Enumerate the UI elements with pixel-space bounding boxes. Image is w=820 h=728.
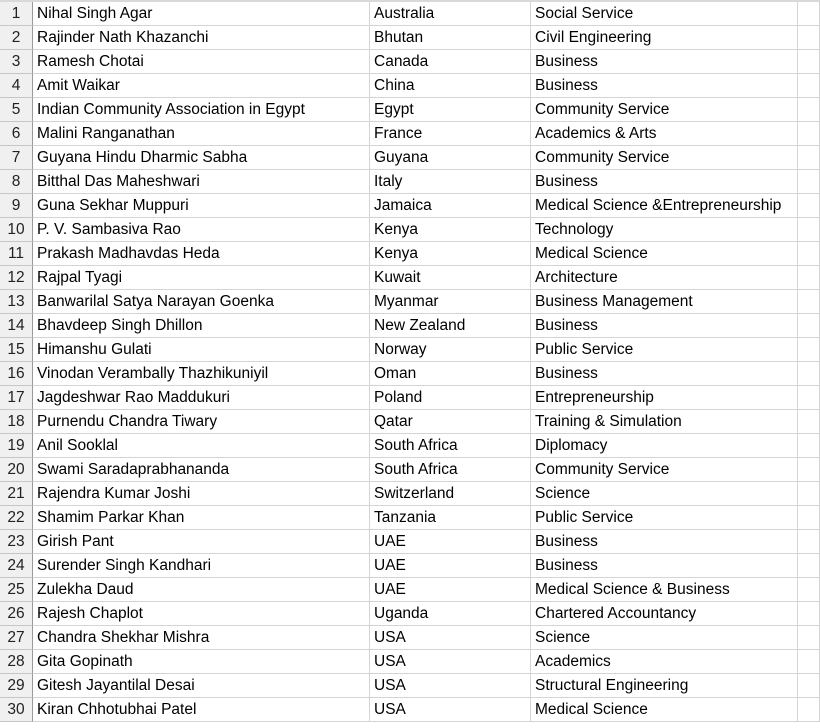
cell-name[interactable]: Ramesh Chotai xyxy=(33,50,370,74)
table-row xyxy=(0,530,820,554)
row-header[interactable]: 20 xyxy=(0,458,33,482)
cell-name[interactable]: Gita Gopinath xyxy=(33,650,370,674)
table-row xyxy=(0,50,820,74)
cell-name[interactable]: Surender Singh Kandhari xyxy=(33,554,370,578)
cell-country[interactable]: Canada xyxy=(370,50,531,74)
cell-country[interactable]: Poland xyxy=(370,386,531,410)
table-row xyxy=(0,2,820,26)
table-row xyxy=(0,338,820,362)
cell-name[interactable]: Jagdeshwar Rao Maddukuri xyxy=(33,386,370,410)
cell-empty[interactable] xyxy=(798,674,820,698)
cell-country[interactable]: Myanmar xyxy=(370,290,531,314)
cell-name[interactable]: Zulekha Daud xyxy=(33,578,370,602)
cell-empty[interactable] xyxy=(798,146,820,170)
table-row xyxy=(0,74,820,98)
row-header[interactable]: 18 xyxy=(0,410,33,434)
table-row xyxy=(0,434,820,458)
cell-name[interactable]: P. V. Sambasiva Rao xyxy=(33,218,370,242)
table-row xyxy=(0,602,820,626)
row-header[interactable]: 11 xyxy=(0,242,33,266)
cell-name[interactable]: Vinodan Verambally Thazhikuniyil xyxy=(33,362,370,386)
cell-country[interactable]: USA xyxy=(370,674,531,698)
cell-country[interactable]: Kuwait xyxy=(370,266,531,290)
cell-field[interactable]: Science xyxy=(531,626,798,650)
row-header[interactable]: 19 xyxy=(0,434,33,458)
row-header[interactable]: 27 xyxy=(0,626,33,650)
cell-empty[interactable] xyxy=(798,170,820,194)
cell-empty[interactable] xyxy=(798,578,820,602)
row-header[interactable]: 25 xyxy=(0,578,33,602)
cell-empty[interactable] xyxy=(798,482,820,506)
cell-field[interactable]: Business xyxy=(531,362,798,386)
table-row xyxy=(0,626,820,650)
row-header[interactable]: 4 xyxy=(0,74,33,98)
cell-field[interactable]: Public Service xyxy=(531,506,798,530)
cell-field[interactable]: Medical Science &Entrepreneurship xyxy=(531,194,798,218)
cell-name[interactable]: Anil Sooklal xyxy=(33,434,370,458)
cell-name[interactable]: Gitesh Jayantilal Desai xyxy=(33,674,370,698)
cell-name[interactable]: Kiran Chhotubhai Patel xyxy=(33,698,370,722)
cell-name[interactable]: Banwarilal Satya Narayan Goenka xyxy=(33,290,370,314)
cell-empty[interactable] xyxy=(798,410,820,434)
cell-field[interactable]: Technology xyxy=(531,218,798,242)
row-header[interactable]: 7 xyxy=(0,146,33,170)
cell-empty[interactable] xyxy=(798,626,820,650)
row-header[interactable]: 5 xyxy=(0,98,33,122)
cell-field[interactable]: Medical Science & Business xyxy=(531,578,798,602)
cell-country[interactable]: USA xyxy=(370,698,531,722)
table-row xyxy=(0,146,820,170)
cell-country[interactable]: France xyxy=(370,122,531,146)
cell-country[interactable]: Switzerland xyxy=(370,482,531,506)
cell-country[interactable]: Italy xyxy=(370,170,531,194)
table-row xyxy=(0,554,820,578)
row-header[interactable]: 21 xyxy=(0,482,33,506)
cell-name[interactable]: Guna Sekhar Muppuri xyxy=(33,194,370,218)
cell-empty[interactable] xyxy=(798,218,820,242)
cell-country[interactable]: Guyana xyxy=(370,146,531,170)
cell-field[interactable]: Medical Science xyxy=(531,242,798,266)
cell-field[interactable]: Civil Engineering xyxy=(531,26,798,50)
cell-empty[interactable] xyxy=(798,314,820,338)
cell-name[interactable]: Rajpal Tyagi xyxy=(33,266,370,290)
cell-field[interactable]: Science xyxy=(531,482,798,506)
cell-empty[interactable] xyxy=(798,122,820,146)
cell-field[interactable]: Business xyxy=(531,50,798,74)
cell-empty[interactable] xyxy=(798,362,820,386)
table-row xyxy=(0,218,820,242)
row-header[interactable]: 2 xyxy=(0,26,33,50)
cell-field[interactable]: Diplomacy xyxy=(531,434,798,458)
row-header[interactable]: 12 xyxy=(0,266,33,290)
table-row xyxy=(0,266,820,290)
table-row xyxy=(0,290,820,314)
table-row xyxy=(0,26,820,50)
cell-field[interactable]: Chartered Accountancy xyxy=(531,602,798,626)
table-row xyxy=(0,506,820,530)
table-row xyxy=(0,242,820,266)
row-header[interactable]: 24 xyxy=(0,554,33,578)
table-row xyxy=(0,410,820,434)
cell-empty[interactable] xyxy=(798,650,820,674)
row-header[interactable]: 8 xyxy=(0,170,33,194)
table-row xyxy=(0,98,820,122)
cell-name[interactable]: Prakash Madhavdas Heda xyxy=(33,242,370,266)
cell-empty[interactable] xyxy=(798,602,820,626)
cell-name[interactable]: Himanshu Gulati xyxy=(33,338,370,362)
table-row xyxy=(0,674,820,698)
cell-field[interactable]: Medical Science xyxy=(531,698,798,722)
cell-field[interactable]: Training & Simulation xyxy=(531,410,798,434)
cell-country[interactable]: Norway xyxy=(370,338,531,362)
cell-country[interactable]: Kenya xyxy=(370,218,531,242)
row-header[interactable]: 28 xyxy=(0,650,33,674)
cell-field[interactable]: Structural Engineering xyxy=(531,674,798,698)
cell-empty[interactable] xyxy=(798,506,820,530)
row-header[interactable]: 13 xyxy=(0,290,33,314)
row-header[interactable]: 3 xyxy=(0,50,33,74)
cell-field[interactable]: Public Service xyxy=(531,338,798,362)
row-header[interactable]: 26 xyxy=(0,602,33,626)
cell-name[interactable]: Rajinder Nath Khazanchi xyxy=(33,26,370,50)
cell-name[interactable]: Swami Saradaprabhananda xyxy=(33,458,370,482)
cell-name[interactable]: Girish Pant xyxy=(33,530,370,554)
cell-field[interactable]: Community Service xyxy=(531,98,798,122)
cell-empty[interactable] xyxy=(798,266,820,290)
cell-name[interactable]: Shamim Parkar Khan xyxy=(33,506,370,530)
cell-name[interactable]: Chandra Shekhar Mishra xyxy=(33,626,370,650)
cell-empty[interactable] xyxy=(798,386,820,410)
cell-field[interactable]: Business xyxy=(531,314,798,338)
row-header[interactable]: 10 xyxy=(0,218,33,242)
cell-empty[interactable] xyxy=(798,458,820,482)
table-row xyxy=(0,458,820,482)
cell-field[interactable]: Community Service xyxy=(531,146,798,170)
table-row xyxy=(0,362,820,386)
cell-name[interactable]: Bitthal Das Maheshwari xyxy=(33,170,370,194)
cell-empty[interactable] xyxy=(798,530,820,554)
cell-empty[interactable] xyxy=(798,698,820,722)
table-row xyxy=(0,194,820,218)
cell-field[interactable]: Business xyxy=(531,554,798,578)
row-header[interactable]: 9 xyxy=(0,194,33,218)
cell-country[interactable]: UAE xyxy=(370,578,531,602)
row-header[interactable]: 22 xyxy=(0,506,33,530)
cell-field[interactable]: Social Service xyxy=(531,2,798,26)
cell-name[interactable]: Rajesh Chaplot xyxy=(33,602,370,626)
cell-empty[interactable] xyxy=(798,290,820,314)
cell-name[interactable]: Rajendra Kumar Joshi xyxy=(33,482,370,506)
cell-name[interactable]: Nihal Singh Agar xyxy=(33,2,370,26)
cell-country[interactable]: China xyxy=(370,74,531,98)
row-header[interactable]: 30 xyxy=(0,698,33,722)
table-row xyxy=(0,698,820,722)
cell-empty[interactable] xyxy=(798,74,820,98)
cell-country[interactable]: Tanzania xyxy=(370,506,531,530)
cell-field[interactable]: Business xyxy=(531,74,798,98)
table-row xyxy=(0,650,820,674)
cell-field[interactable]: Community Service xyxy=(531,458,798,482)
row-header[interactable]: 16 xyxy=(0,362,33,386)
cell-country[interactable]: Kenya xyxy=(370,242,531,266)
row-header[interactable]: 23 xyxy=(0,530,33,554)
cell-country[interactable]: Qatar xyxy=(370,410,531,434)
table-row xyxy=(0,170,820,194)
cell-field[interactable]: Business Management xyxy=(531,290,798,314)
cell-field[interactable]: Entrepreneurship xyxy=(531,386,798,410)
cell-field[interactable]: Business xyxy=(531,530,798,554)
cell-empty[interactable] xyxy=(798,242,820,266)
cell-name[interactable]: Guyana Hindu Dharmic Sabha xyxy=(33,146,370,170)
cell-empty[interactable] xyxy=(798,2,820,26)
cell-field[interactable]: Academics & Arts xyxy=(531,122,798,146)
table-row xyxy=(0,386,820,410)
cell-name[interactable]: Amit Waikar xyxy=(33,74,370,98)
cell-empty[interactable] xyxy=(798,98,820,122)
cell-field[interactable]: Architecture xyxy=(531,266,798,290)
cell-country[interactable]: Uganda xyxy=(370,602,531,626)
cell-country[interactable]: USA xyxy=(370,650,531,674)
cell-country[interactable]: South Africa xyxy=(370,434,531,458)
row-header[interactable]: 15 xyxy=(0,338,33,362)
cell-empty[interactable] xyxy=(798,50,820,74)
cell-country[interactable]: Oman xyxy=(370,362,531,386)
cell-name[interactable]: Bhavdeep Singh Dhillon xyxy=(33,314,370,338)
cell-empty[interactable] xyxy=(798,338,820,362)
cell-empty[interactable] xyxy=(798,26,820,50)
cell-country[interactable]: Egypt xyxy=(370,98,531,122)
cell-name[interactable]: Purnendu Chandra Tiwary xyxy=(33,410,370,434)
cell-country[interactable]: UAE xyxy=(370,530,531,554)
cell-name[interactable]: Malini Ranganathan xyxy=(33,122,370,146)
cell-country[interactable]: USA xyxy=(370,626,531,650)
row-header[interactable]: 17 xyxy=(0,386,33,410)
cell-country[interactable]: UAE xyxy=(370,554,531,578)
cell-country[interactable]: Jamaica xyxy=(370,194,531,218)
cell-field[interactable]: Academics xyxy=(531,650,798,674)
cell-name[interactable]: Indian Community Association in Egypt xyxy=(33,98,370,122)
table-row xyxy=(0,122,820,146)
table-row xyxy=(0,578,820,602)
cell-country[interactable]: South Africa xyxy=(370,458,531,482)
row-header[interactable]: 1 xyxy=(0,2,33,26)
cell-country[interactable]: Australia xyxy=(370,2,531,26)
cell-empty[interactable] xyxy=(798,194,820,218)
cell-country[interactable]: New Zealand xyxy=(370,314,531,338)
cell-empty[interactable] xyxy=(798,434,820,458)
table-row xyxy=(0,482,820,506)
cell-country[interactable]: Bhutan xyxy=(370,26,531,50)
cell-empty[interactable] xyxy=(798,554,820,578)
row-header[interactable]: 14 xyxy=(0,314,33,338)
table-row xyxy=(0,314,820,338)
row-header[interactable]: 29 xyxy=(0,674,33,698)
cell-field[interactable]: Business xyxy=(531,170,798,194)
row-header[interactable]: 6 xyxy=(0,122,33,146)
